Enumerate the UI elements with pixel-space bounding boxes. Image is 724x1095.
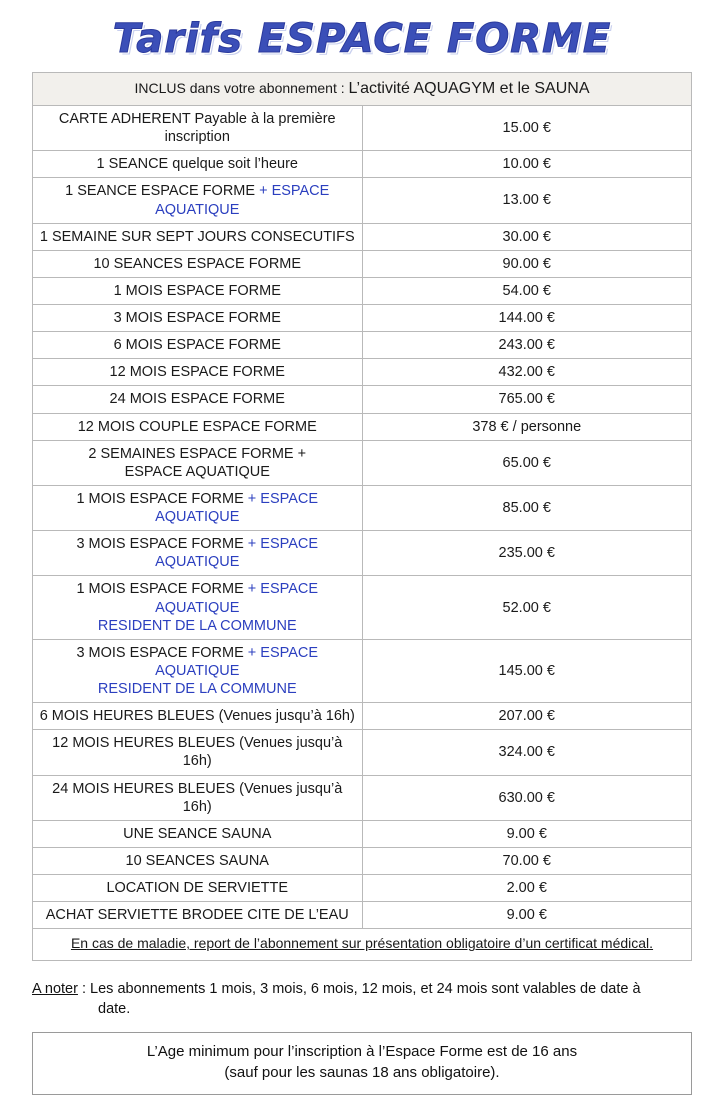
table-row [33, 730, 692, 775]
table-row [33, 359, 692, 386]
header-highlight: L’activité AQUAGYM et le SAUNA [348, 80, 590, 97]
row-label-text: 1 SEANCE quelque soit l’heure [96, 156, 298, 173]
row-label-text: 12 MOIS COUPLE ESPACE FORME [77, 418, 317, 435]
row-price: 9.00 € [362, 902, 692, 929]
row-label [33, 730, 363, 775]
row-price: 432.00 € [362, 359, 692, 386]
row-label-text: CARTE ADHERENT Payable à la première inscription [58, 111, 336, 146]
row-price: 85.00 € [362, 485, 692, 530]
row-price: 10.00 € [362, 151, 692, 178]
row-label-text: 6 MOIS HEURES BLEUES (Venues jusqu’à 16h) [39, 708, 355, 725]
row-price: 207.00 € [362, 703, 692, 730]
row-label-accent: + ESPACE AQUATIQUE [155, 536, 319, 571]
row-price: 54.00 € [362, 277, 692, 304]
row-label-accent: + ESPACE AQUATIQUE [155, 183, 330, 218]
row-label [33, 902, 363, 929]
row-label [33, 703, 363, 730]
table-row [33, 902, 692, 929]
row-label-text: 6 MOIS ESPACE FORME [113, 337, 281, 354]
row-label-text: 3 MOIS ESPACE FORME [113, 310, 281, 326]
row-label [33, 847, 363, 874]
row-price: 235.00 € [362, 531, 692, 576]
row-price: 15.00 € [362, 106, 692, 151]
row-label-accent: + ESPACE AQUATIQUE [155, 490, 319, 525]
row-label-accent-line2: RESIDENT DE LA COMMUNE [97, 617, 297, 634]
row-label-text: 1 MOIS ESPACE FORME [76, 490, 248, 507]
table-row [33, 178, 692, 223]
row-price: 13.00 € [362, 178, 692, 223]
table-row [33, 531, 692, 576]
row-price: 243.00 € [362, 332, 692, 359]
row-label [33, 440, 363, 485]
row-label-text: 1 SEMAINE SUR SEPT JOURS CONSECUTIFS [39, 228, 355, 245]
row-price: 70.00 € [362, 847, 692, 874]
title-container [18, 0, 706, 72]
row-label [33, 250, 363, 277]
age-line-2: (sauf pour les saunas 18 ans obligatoire). [224, 1064, 500, 1082]
age-requirement-box [32, 1032, 692, 1095]
row-label-text: ACHAT SERVIETTE BRODEE CITE DE L’EAU [45, 907, 349, 924]
anoter-text-line2: date. [98, 1001, 131, 1018]
row-label [33, 178, 363, 223]
row-label [33, 305, 363, 332]
row-label [33, 639, 363, 702]
row-label [33, 151, 363, 178]
row-label-text: LOCATION DE SERVIETTE [106, 880, 289, 896]
row-label [33, 277, 363, 304]
table-row [33, 250, 692, 277]
row-label [33, 386, 363, 413]
row-label-text: 24 MOIS HEURES BLEUES (Venues jusqu’à 16h) [52, 780, 343, 815]
row-label-accent: + ESPACE AQUATIQUE [155, 644, 319, 679]
row-price: 145.00 € [362, 639, 692, 702]
row-label-text: 1 MOIS ESPACE FORME [76, 581, 248, 598]
row-label [33, 775, 363, 820]
tariff-rows-host [33, 106, 692, 929]
row-price: 65.00 € [362, 440, 692, 485]
anoter-text: : Les abonnements 1 mois, 3 mois, 6 mois, 12 mois, et 24 mois sont valables de date à [77, 981, 641, 998]
row-label-text: 1 SEANCE ESPACE FORME [65, 183, 260, 200]
table-row [33, 386, 692, 413]
row-label-text: 12 MOIS ESPACE FORME [109, 364, 285, 381]
row-label-line2: ESPACE AQUATIQUE [124, 463, 270, 480]
row-label-text: 1 MOIS ESPACE FORME [113, 282, 281, 299]
footnote-row [33, 929, 692, 961]
row-label-text: 3 MOIS ESPACE FORME [76, 644, 248, 661]
row-label-text: 10 SEANCES SAUNA [125, 852, 269, 869]
row-price: 378 € / personne [362, 413, 692, 440]
table-row [33, 639, 692, 702]
row-price: 2.00 € [362, 875, 692, 902]
table-row [33, 703, 692, 730]
row-label [33, 820, 363, 847]
tariff-table-body [33, 73, 692, 106]
row-price: 324.00 € [362, 730, 692, 775]
row-label [33, 485, 363, 530]
row-label [33, 576, 363, 639]
table-row [33, 847, 692, 874]
row-label [33, 332, 363, 359]
table-row [33, 820, 692, 847]
row-label-text: 2 SEMAINES ESPACE FORME + [88, 445, 307, 462]
row-price: 630.00 € [362, 775, 692, 820]
anoter-label: A noter [32, 981, 78, 998]
table-row [33, 576, 692, 639]
row-label [33, 875, 363, 902]
footnote-cell [33, 929, 692, 961]
header-prefix: INCLUS dans votre abonnement : [134, 80, 349, 96]
table-row [33, 875, 692, 902]
row-price: 30.00 € [362, 223, 692, 250]
row-label-text: UNE SEANCE SAUNA [123, 825, 272, 842]
row-label [33, 531, 363, 576]
table-header-cell [33, 73, 692, 106]
row-price: 90.00 € [362, 250, 692, 277]
table-row [33, 485, 692, 530]
table-row [33, 332, 692, 359]
table-row [33, 413, 692, 440]
footnote-text: En cas de maladie, report de l’abonnement sur présentation obligatoire d’un certificat médical. [70, 935, 654, 952]
row-price: 52.00 € [362, 576, 692, 639]
table-row [33, 223, 692, 250]
anoter-note [32, 979, 692, 1020]
row-label [33, 223, 363, 250]
page-title: Tarifs ESPACE FORME [112, 16, 612, 62]
row-label [33, 106, 363, 151]
row-label-text: 12 MOIS HEURES BLEUES (Venues jusqu’à 16h) [52, 735, 343, 770]
row-label-accent: + ESPACE AQUATIQUE [155, 581, 319, 616]
row-label [33, 359, 363, 386]
table-header-row [33, 73, 692, 106]
table-row [33, 305, 692, 332]
row-label-text: 10 SEANCES ESPACE FORME [93, 255, 302, 272]
row-label-text: 3 MOIS ESPACE FORME [76, 536, 248, 553]
table-row [33, 151, 692, 178]
row-label-text: 24 MOIS ESPACE FORME [109, 391, 285, 408]
age-line-1: L’Age minimum pour l’inscription à l’Espace Forme est de 16 ans [146, 1042, 578, 1060]
row-price: 144.00 € [362, 305, 692, 332]
row-price: 9.00 € [362, 820, 692, 847]
table-row [33, 440, 692, 485]
table-row [33, 106, 692, 151]
row-label-accent-line2: RESIDENT DE LA COMMUNE [97, 681, 297, 697]
table-row [33, 775, 692, 820]
row-label [33, 413, 363, 440]
tariff-table [32, 72, 692, 961]
row-price: 765.00 € [362, 386, 692, 413]
table-row [33, 277, 692, 304]
